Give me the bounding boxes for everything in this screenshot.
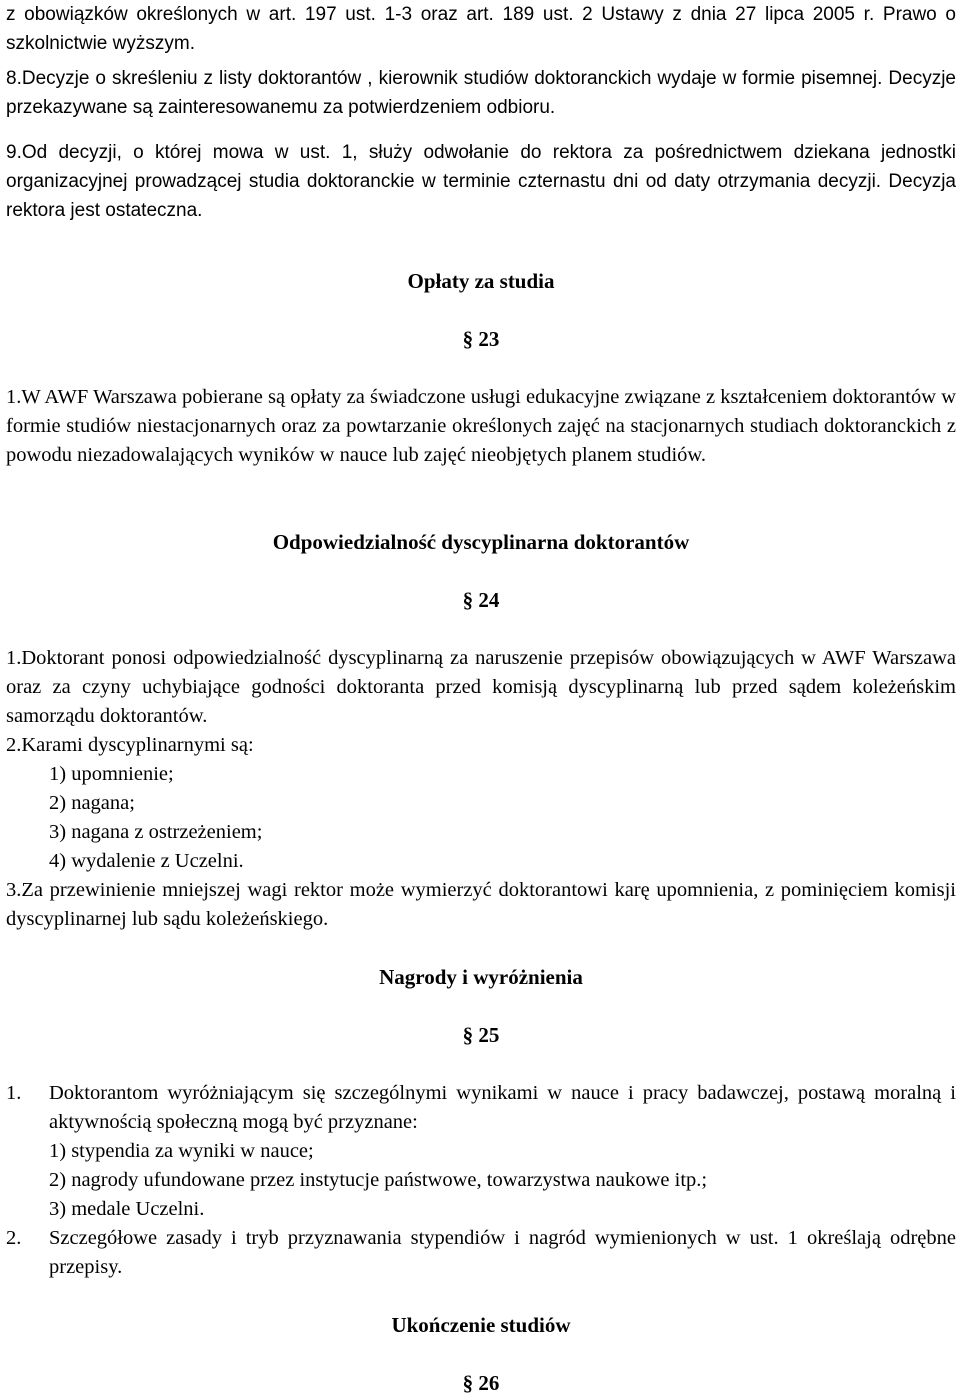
intro-text: z obowiązków określonych w art. 197 ust. 1-3 oraz art. 189 ust. 2 Ustawy z dnia 27 lipca 2005 r. Prawo o szkolnictwie wyższym. xyxy=(6,4,956,54)
intro-item-9-text: 9.Od decyzji, o której mowa w ust. 1, służy odwołanie do rektora za pośrednictwem dziekana jednostki organizacyjnej prowadzącej studia doktoranckie w terminie czternastu dni od daty otrzymania decyzji. Decyzja rektora jest ostateczna. xyxy=(6,142,956,221)
section-title-completion: Ukończenie studiów xyxy=(391,1313,571,1337)
awards-item-1-text: Doktorantom wyróżniającym się szczególnymi wynikami w nauce i pracy badawczej, postawą moralną i aktywnością społeczną mogą być przyznane: xyxy=(49,1082,956,1133)
list-item: 1) upomnienie; xyxy=(49,763,174,785)
paragraph-number-24: § 24 xyxy=(462,588,500,612)
section-title-awards: Nagrody i wyróżnienia xyxy=(379,965,583,989)
paragraph-number-23: § 23 xyxy=(462,327,500,351)
discipline-item-1: 1.Doktorant ponosi odpowiedzialność dyscyplinarną za naruszenie przepisów obowiązujących w AWF Warszawa oraz za czyny uchybiające godności doktoranta przed komisją dyscyplinarną lub przed sądem koleżeńskim samorządu doktorantów. xyxy=(6,647,956,727)
awards-item-2-text: Szczegółowe zasady i tryb przyznawania stypendiów i nagród wymienionych w ust. 1 określają odrębne przepisy. xyxy=(49,1227,956,1278)
awards-item-2 xyxy=(6,1224,956,1282)
list-item: 2) nagana; xyxy=(49,792,135,814)
list-item: 1) stypendia za wyniki w nauce; xyxy=(49,1140,314,1162)
list-item: 2) nagrody ufundowane przez instytucje państwowe, towarzystwa naukowe itp.; xyxy=(49,1169,708,1191)
fees-item-1: 1.W AWF Warszawa pobierane są opłaty za świadczone usługi edukacyjne związane z kształceniem doktorantów w formie studiów niestacjonarnych oraz za powtarzanie określonych zajęć na stacjonarnych studiach doktoranckich z powodu niezadowalających wyników w nauce lub zajęć nieobjętych planem studiów. xyxy=(6,386,956,466)
list-number: 1. xyxy=(6,1082,22,1104)
intro-item-9 xyxy=(6,138,956,225)
intro-item-8: 8.Decyzje o skreśleniu z listy doktorantów , kierownik studiów doktoranckich wydaje w formie pisemnej. Decyzje przekazywane są zainteresowanemu za potwierdzeniem odbioru. xyxy=(6,68,956,118)
penalties-list xyxy=(6,760,956,876)
list-item: 4) wydalenie z Uczelni. xyxy=(49,850,244,872)
section-title-discipline: Odpowiedzialność dyscyplinarna doktorantów xyxy=(272,530,690,554)
discipline-item-3: 3.Za przewinienie mniejszej wagi rektor może wymierzyć doktorantowi karę upomnienia, z pominięciem komisji dyscyplinarnej lub sądu koleżeńskiego. xyxy=(6,879,956,930)
list-item: 3) medale Uczelni. xyxy=(49,1198,205,1220)
paragraph-number-26: § 26 xyxy=(462,1371,500,1395)
paragraph-number-25: § 25 xyxy=(462,1023,500,1047)
discipline-item-2: 2.Karami dyscyplinarnymi są: xyxy=(6,734,254,756)
section-title-fees: Opłaty za studia xyxy=(407,269,555,293)
awards-item-1 xyxy=(6,1079,956,1224)
list-item: 3) nagana z ostrzeżeniem; xyxy=(49,821,263,843)
list-number: 2. xyxy=(6,1227,22,1249)
